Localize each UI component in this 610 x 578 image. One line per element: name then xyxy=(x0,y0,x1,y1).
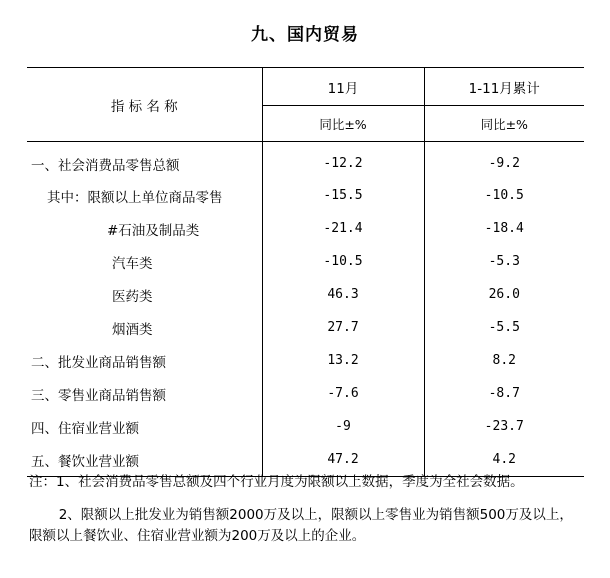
row-value-cumulative: -8.7 xyxy=(488,386,520,401)
trade-table xyxy=(27,67,584,477)
note-2: 2、限额以上批发业为销售额2000万及以上，限额以上零售业为销售额500万及以上，限额以上餐饮业、住宿业营业额为200万及以上的企业。 xyxy=(29,507,573,544)
row-value-cumulative: -23.7 xyxy=(484,419,524,434)
table-row xyxy=(27,278,584,311)
column-header-month: 11月 xyxy=(262,68,424,106)
row-value-month: -9 xyxy=(262,410,424,443)
page-title: 九、国内贸易 xyxy=(251,25,359,45)
row-value-month: -21.4 xyxy=(262,212,424,245)
row-value-month: -12.2 xyxy=(262,142,424,180)
row-label: 烟酒类 xyxy=(27,311,262,344)
row-value-month: -7.6 xyxy=(262,377,424,410)
table-row xyxy=(27,142,584,180)
row-value-cumulative: -5.5 xyxy=(488,320,520,335)
note-1: 注：1、社会消费品零售总额及四个行业月度为限额以上数据，季度为全社会数据。 xyxy=(29,474,524,490)
row-value-cumulative: -5.3 xyxy=(488,254,520,269)
unit-month: 同比±% xyxy=(262,106,424,142)
row-value-month: 27.7 xyxy=(262,311,424,344)
table-row xyxy=(27,212,584,245)
table-row xyxy=(27,311,584,344)
row-value-cumulative: -9.2 xyxy=(488,156,520,171)
row-label: 二、批发业商品销售额 xyxy=(27,344,262,377)
row-value-cumulative: 4.2 xyxy=(424,443,584,477)
table-header-row xyxy=(27,68,584,106)
row-label: 汽车类 xyxy=(27,245,262,278)
table-row xyxy=(27,377,584,410)
row-value-month: 47.2 xyxy=(262,443,424,477)
row-value-month: 46.3 xyxy=(262,278,424,311)
row-label: #石油及制品类 xyxy=(27,212,262,245)
table-row xyxy=(27,344,584,377)
row-value-cumulative: -18.4 xyxy=(484,221,524,236)
row-value-month: -15.5 xyxy=(262,179,424,212)
column-header-cumulative: 1-11月累计 xyxy=(424,68,584,106)
row-value-month: 13.2 xyxy=(262,344,424,377)
indicator-header: 指 标 名 称 xyxy=(27,68,262,142)
row-label: 其中：限额以上单位商品零售 xyxy=(27,179,262,212)
table-row xyxy=(27,179,584,212)
unit-cumulative: 同比±% xyxy=(424,106,584,142)
row-value-cumulative: 26.0 xyxy=(488,287,520,302)
row-value-month: -10.5 xyxy=(262,245,424,278)
table-row xyxy=(27,245,584,278)
footnotes xyxy=(29,472,585,547)
row-value-cumulative: 8.2 xyxy=(492,353,516,368)
table-row xyxy=(27,410,584,443)
row-value-cumulative: -10.5 xyxy=(484,188,524,203)
row-label: 三、零售业商品销售额 xyxy=(27,377,262,410)
row-label: 四、住宿业营业额 xyxy=(27,410,262,443)
row-label: 医药类 xyxy=(27,278,262,311)
row-label: 一、社会消费品零售总额 xyxy=(27,142,262,180)
row-label: 五、餐饮业营业额 xyxy=(27,443,262,477)
